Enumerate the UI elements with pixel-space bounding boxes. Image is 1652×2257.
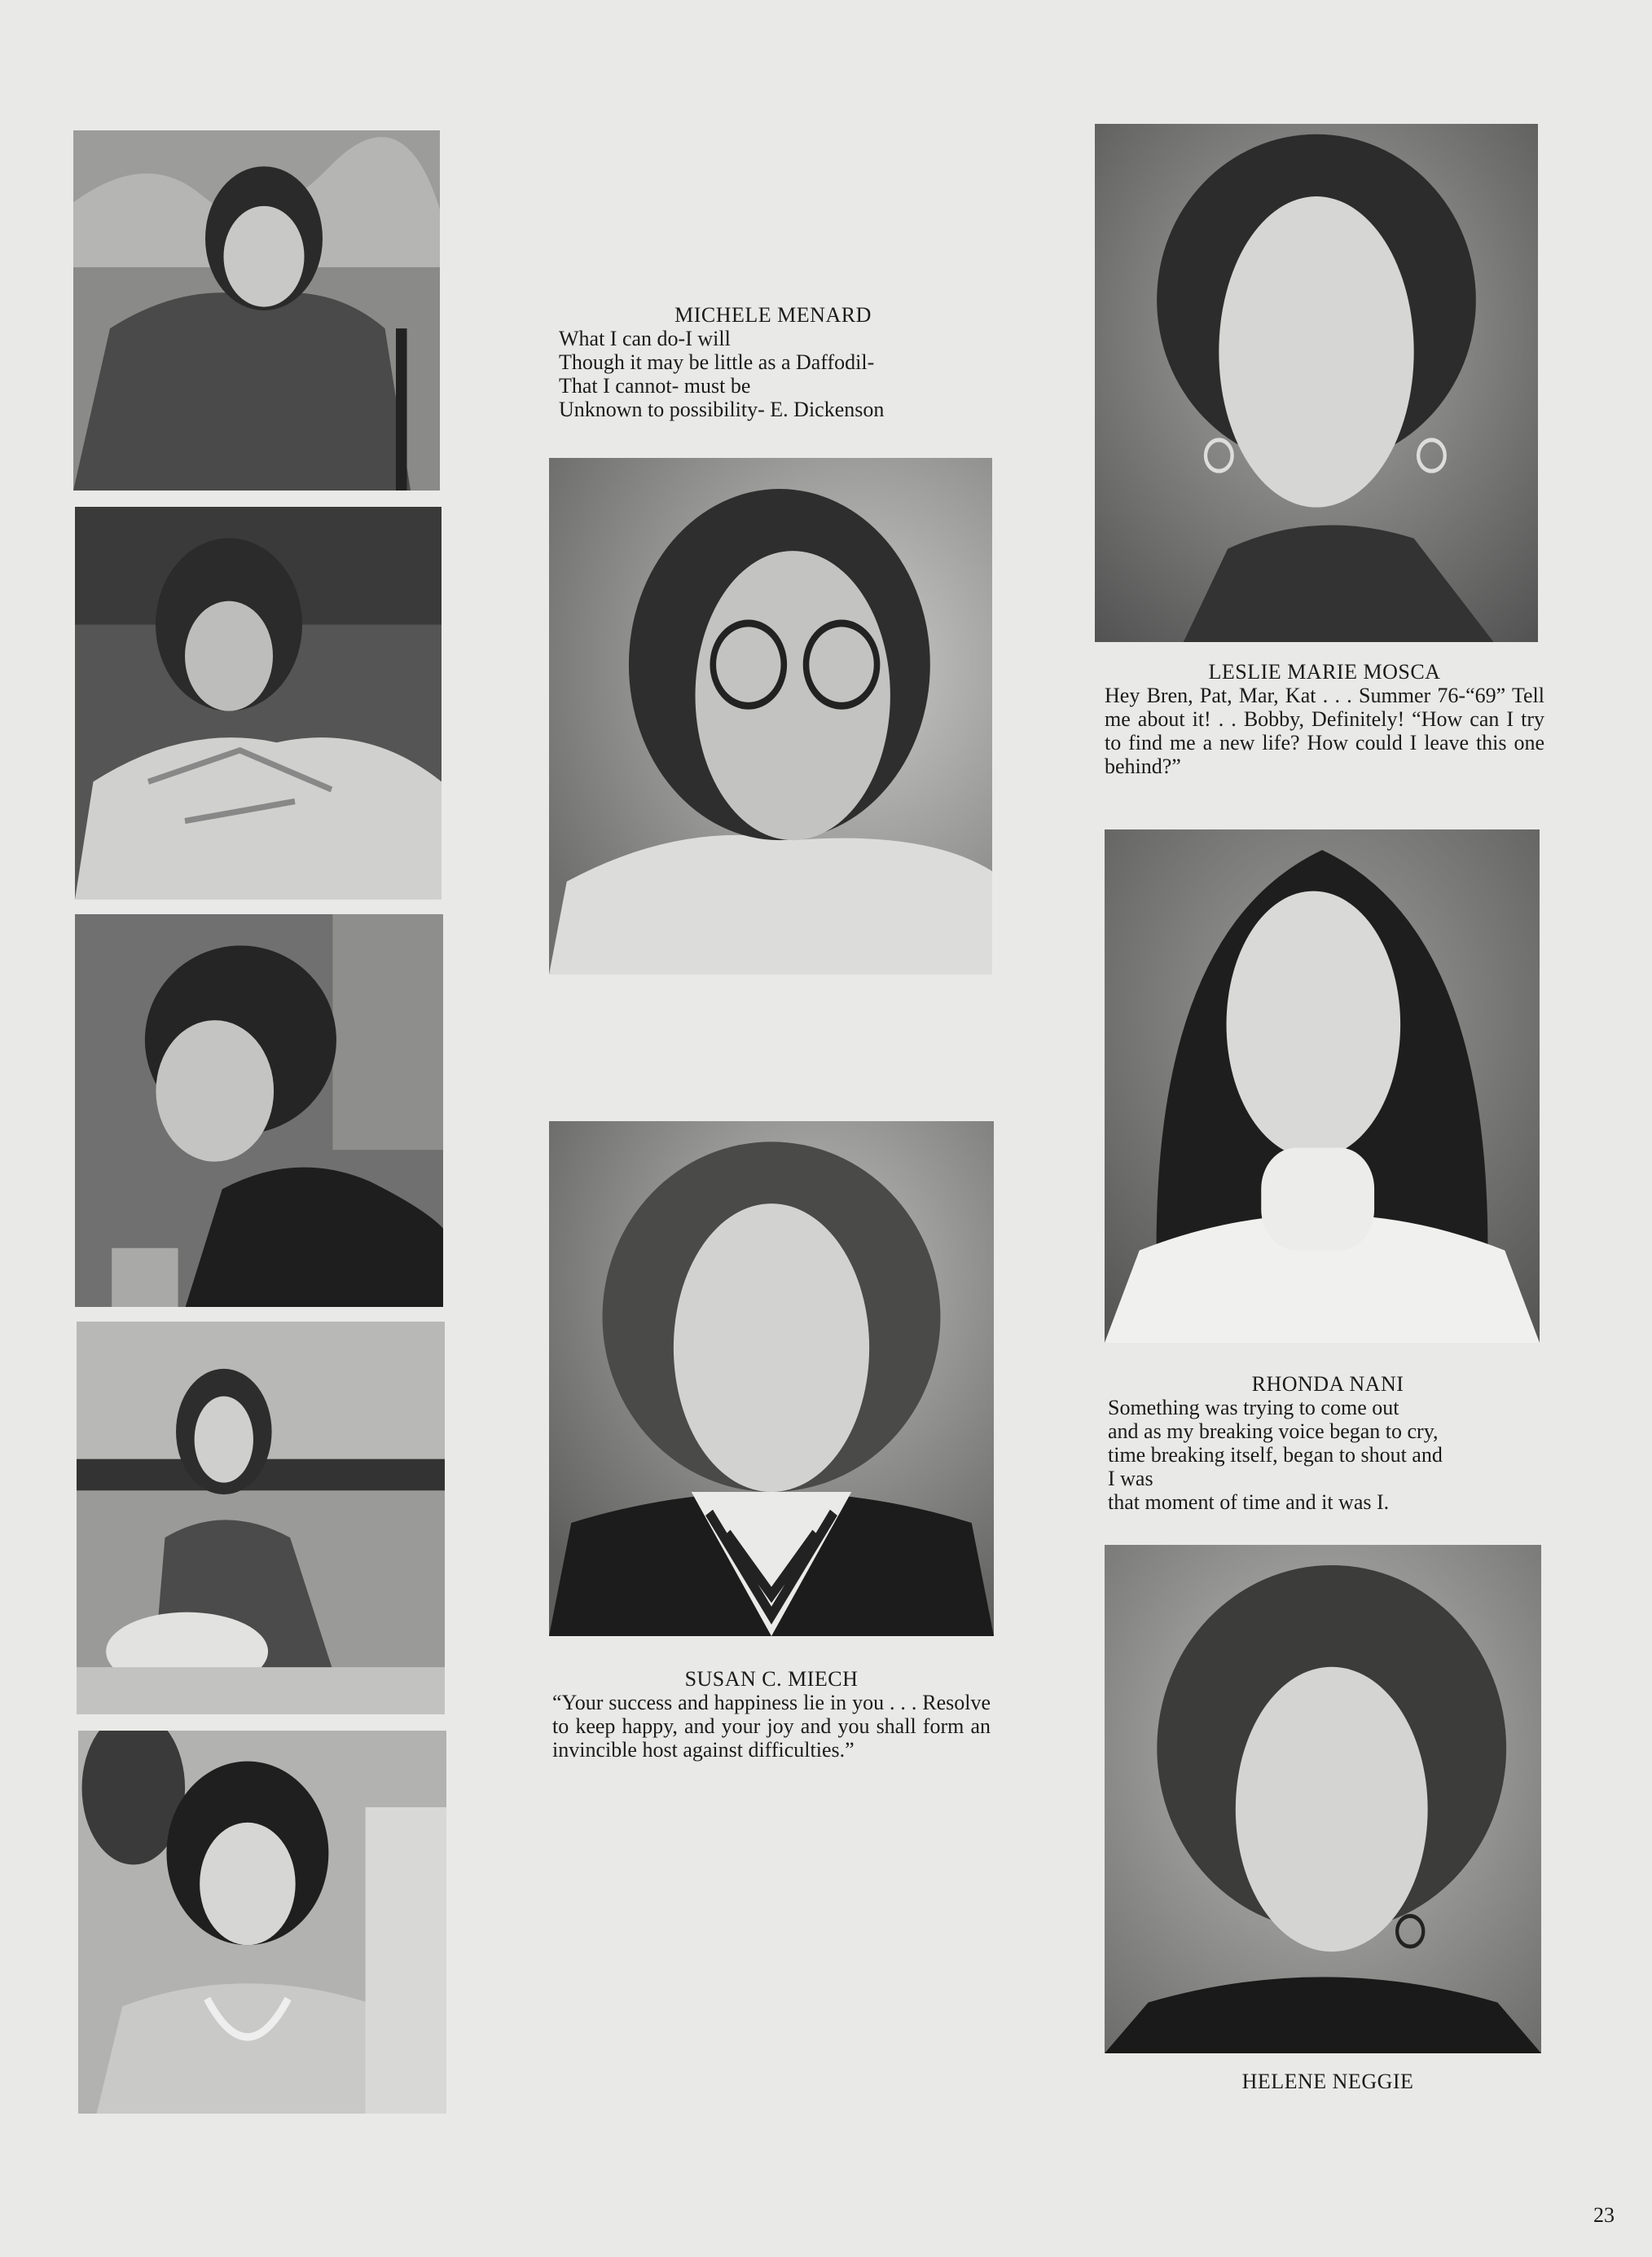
caption-michele-menard [559, 303, 987, 421]
student-quote: Hey Bren, Pat, Mar, Kat . . . Summer 76-“69” Tell me about it! . . Bobby, Definitely! “How can I try to find me a new life? How could I leave this one behind?” [1105, 684, 1544, 778]
caption-leslie-mosca [1105, 660, 1544, 778]
student-name: SUSAN C. MIECH [684, 1667, 859, 1691]
student-name: MICHELE MENARD [674, 303, 872, 327]
portrait-rhonda-nani [1105, 829, 1540, 1343]
student-name: HELENE NEGGIE [1241, 2070, 1414, 2093]
student-quote-line: That I cannot- must be [559, 374, 751, 398]
student-quote: “Your success and happiness lie in you . . . Resolve to keep happy, and your joy and you shall form an invincible host against difficulties.” [552, 1691, 991, 1762]
portrait-susan-miech [549, 1121, 994, 1636]
portrait-leslie-mosca [1095, 124, 1538, 642]
student-name: RHONDA NANI [1251, 1372, 1404, 1396]
student-quote-line: What I can do-I will [559, 327, 731, 350]
candid-photo-3 [75, 914, 443, 1307]
candid-photo-4 [77, 1322, 445, 1714]
portrait-michele-menard [549, 458, 992, 975]
student-quote-line: Something was trying to come out [1108, 1396, 1399, 1419]
portrait-helene-neggie [1105, 1545, 1541, 2053]
page-number: 23 [1593, 2203, 1615, 2227]
student-quote-line: Though it may be little as a Daffodil- [559, 350, 875, 374]
candid-photo-5 [78, 1731, 446, 2114]
student-quote-line: time breaking itself, began to shout and [1108, 1443, 1443, 1467]
student-quote-line: Unknown to possibility- E. Dickenson [559, 398, 885, 421]
caption-rhonda-nani [1108, 1372, 1548, 1514]
caption-helene-neggie [1108, 2070, 1548, 2093]
candid-photo-1 [73, 130, 440, 491]
student-quote-line: and as my breaking voice began to cry, [1108, 1419, 1439, 1443]
candid-photo-2 [75, 507, 442, 900]
caption-susan-miech [552, 1667, 991, 1762]
student-name: LESLIE MARIE MOSCA [1208, 660, 1441, 684]
student-quote-line: that moment of time and it was I. [1108, 1490, 1390, 1514]
student-quote-line: I was [1108, 1467, 1153, 1490]
